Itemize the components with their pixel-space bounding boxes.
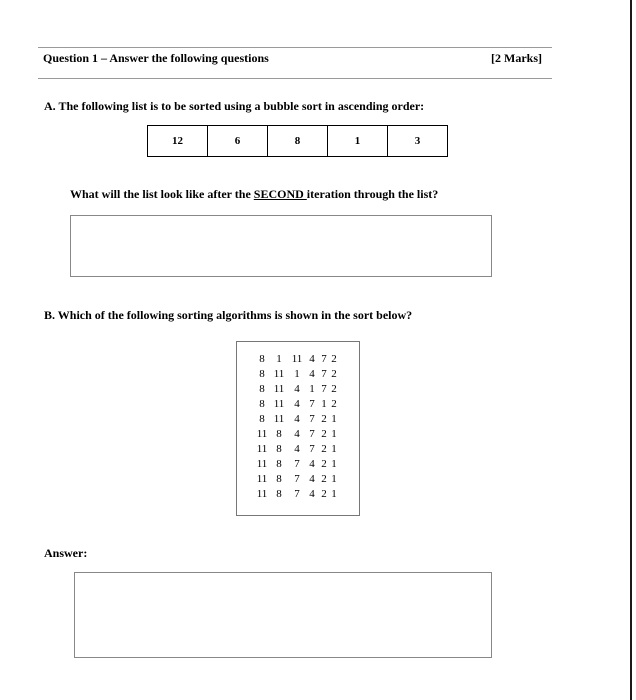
sort-trace-value: 4 [309,488,315,500]
sort-trace-value: 8 [259,398,265,410]
sort-trace-value: 1 [321,398,327,410]
sort-trace-value: 4 [294,383,300,395]
sort-trace-value: 4 [309,458,315,470]
sort-trace-row [255,487,339,502]
sub-question-emphasis: SECOND [253,187,307,201]
question-title: Question 1 – Answer the following questions [43,51,269,65]
sort-trace-value: 8 [259,383,265,395]
part-a-answer-box[interactable] [70,215,492,277]
sort-trace-value: 2 [321,488,327,500]
sort-trace-box [236,341,360,516]
sort-trace-value: 2 [331,383,337,395]
sort-trace-value: 7 [321,353,327,365]
sort-trace-value: 11 [256,458,268,470]
sort-trace-value: 11 [256,473,268,485]
sort-trace-value: 8 [276,443,282,455]
sort-trace-value: 2 [321,473,327,485]
sort-trace-value: 1 [294,368,300,380]
sort-trace-value: 8 [276,458,282,470]
list-cell: 12 [148,126,208,157]
sort-trace-value: 1 [331,428,337,440]
sort-trace-value: 2 [321,458,327,470]
list-cell: 6 [208,126,268,157]
sort-trace-value: 2 [321,428,327,440]
sort-trace-value: 4 [294,413,300,425]
sort-trace-value: 8 [276,488,282,500]
sort-trace-row [255,397,339,412]
sort-trace-value: 8 [259,353,265,365]
part-b-answer-box[interactable] [74,572,492,658]
sort-trace-row [255,352,339,367]
marks-label: [2 Marks] [491,51,542,65]
list-cell: 3 [388,126,448,157]
part-a-prompt: A. The following list is to be sorted using a bubble sort in ascending order: [44,99,425,113]
sort-trace-value: 4 [309,473,315,485]
sort-trace-value: 4 [309,353,315,365]
sort-trace-value: 2 [331,368,337,380]
sort-trace-value: 4 [294,398,300,410]
sub-question-text: What will the list look like after the [70,187,254,201]
sort-trace-row [255,382,339,397]
part-a-sub-question [70,187,438,202]
sort-trace-value: 1 [309,383,315,395]
sort-trace-value: 1 [331,473,337,485]
sort-trace-value: 11 [256,443,268,455]
sort-trace-value: 7 [294,473,300,485]
list-cell: 8 [268,126,328,157]
sort-trace-value: 11 [273,413,285,425]
page-edge [630,0,632,700]
sort-trace-value: 11 [291,353,303,365]
sort-trace-value: 11 [273,383,285,395]
sort-trace-row [255,472,339,487]
sort-trace-row [255,412,339,427]
sort-trace-row [255,367,339,382]
sort-trace-row [255,427,339,442]
sort-trace-rows [255,352,339,502]
sort-trace-value: 1 [276,353,282,365]
sort-trace-value: 7 [294,458,300,470]
sort-trace-value: 7 [309,443,315,455]
sort-trace-value: 2 [331,353,337,365]
sort-trace-value: 1 [331,443,337,455]
sort-trace-value: 7 [294,488,300,500]
sort-trace-value: 11 [256,428,268,440]
sort-trace-value: 7 [309,398,315,410]
sort-trace-value: 11 [273,398,285,410]
sort-trace-value: 1 [331,458,337,470]
sort-trace-value: 8 [276,428,282,440]
sort-trace-value: 7 [321,383,327,395]
list-cell: 1 [328,126,388,157]
sort-trace-value: 1 [331,413,337,425]
sort-trace-value: 2 [331,398,337,410]
answer-label: Answer: [44,546,88,560]
sort-trace-value: 4 [294,428,300,440]
sort-trace-value: 7 [321,368,327,380]
sort-trace-row [255,457,339,472]
sort-trace-value: 7 [309,413,315,425]
sort-trace-value: 8 [259,368,265,380]
sort-trace-value: 2 [321,413,327,425]
sort-trace-value: 11 [256,488,268,500]
sort-trace-value: 2 [321,443,327,455]
sort-trace-value: 11 [273,368,285,380]
sort-trace-value: 8 [276,473,282,485]
question-header [38,47,552,79]
sort-trace-value: 8 [259,413,265,425]
sort-trace-value: 4 [294,443,300,455]
sub-question-text-end: iteration through the list? [306,187,439,201]
sort-trace-value: 1 [331,488,337,500]
list-row [148,126,448,157]
sort-trace-value: 4 [309,368,315,380]
part-b-prompt: B. Which of the following sorting algorithms is shown in the sort below? [44,308,413,322]
sort-trace-value: 7 [309,428,315,440]
sort-trace-row [255,442,339,457]
unsorted-list-table [147,125,448,157]
